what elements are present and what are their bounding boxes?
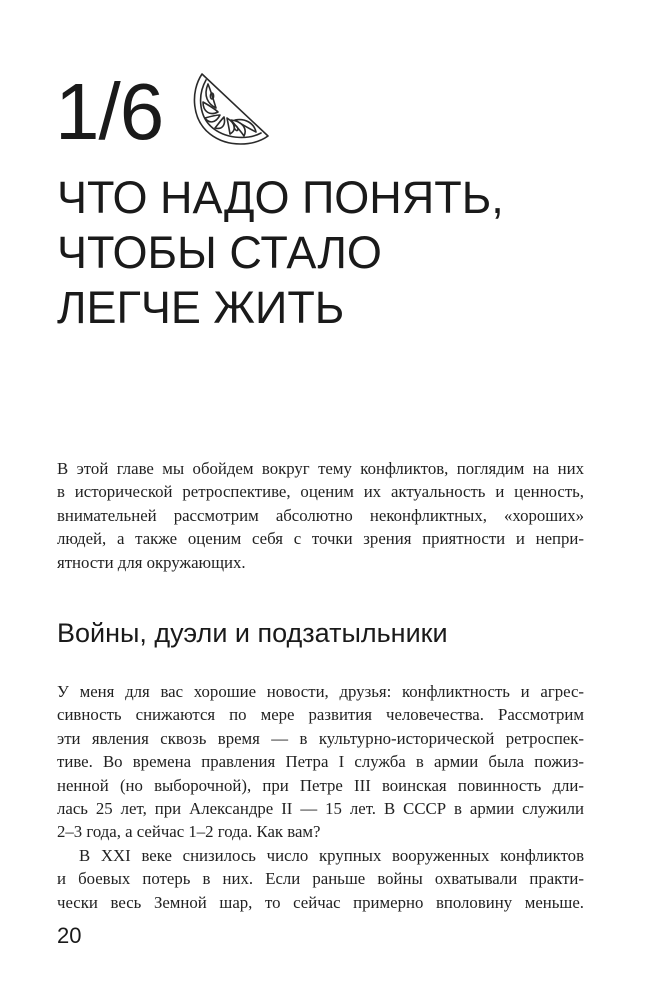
text-line: эти явления сквозь время — в культурно-исторической ретроспек- (57, 728, 584, 748)
section-body (57, 680, 584, 914)
text-line: в исторической ретроспективе, оценим их актуальность и ценность, (57, 482, 584, 502)
chapter-title (57, 170, 597, 335)
text-line: людей, а также оценим себя с точки зрения приятности и непри- (57, 529, 584, 549)
text-line: ятности для окружающих. (57, 552, 246, 572)
text-line: ненной (но выборочной), при Петре III воинская повинность дли- (57, 775, 584, 795)
text-line: В этой главе мы обойдем вокруг тему конфликтов, поглядим на них (57, 459, 584, 478)
text-line: и боевых потерь в них. Если раньше войны охватывали практи- (57, 869, 584, 889)
text-line: лась 25 лет, при Александре II — 15 лет. В СССР в армии служили (57, 799, 584, 819)
text-line: внимательней рассмотрим абсолютно неконфликтных, «хороших» (57, 505, 584, 525)
chapter-title-line: ЧТОБЫ СТАЛО (57, 227, 382, 278)
text-line: сивность снижаются по мере развития человечества. Рассмотрим (57, 705, 584, 725)
text-line: тиве. Во времена правления Петра I служба в армии была пожиз- (57, 752, 584, 772)
chapter-intro-paragraph (57, 457, 584, 574)
chapter-title-line: ЧТО НАДО ПОНЯТЬ, (57, 172, 504, 223)
text-line: У меня для вас хорошие новости, друзья: конфликтность и агрес- (57, 682, 584, 701)
chapter-title-line: ЛЕГЧЕ ЖИТЬ (57, 282, 345, 333)
text-line: В XXI веке снизилось число крупных вооруженных конфликтов (79, 845, 584, 865)
lemon-slice-icon (188, 68, 274, 148)
section-heading: Войны, дуэли и подзатыльники (57, 618, 448, 648)
text-line: 2–3 года, а сейчас 1–2 года. Как вам? (57, 822, 321, 842)
page-number: 20 (57, 923, 82, 948)
text-line: чески весь Земной шар, то сейчас примерно вполовину меньше. (57, 892, 584, 912)
chapter-number: 1/6 (55, 67, 164, 156)
